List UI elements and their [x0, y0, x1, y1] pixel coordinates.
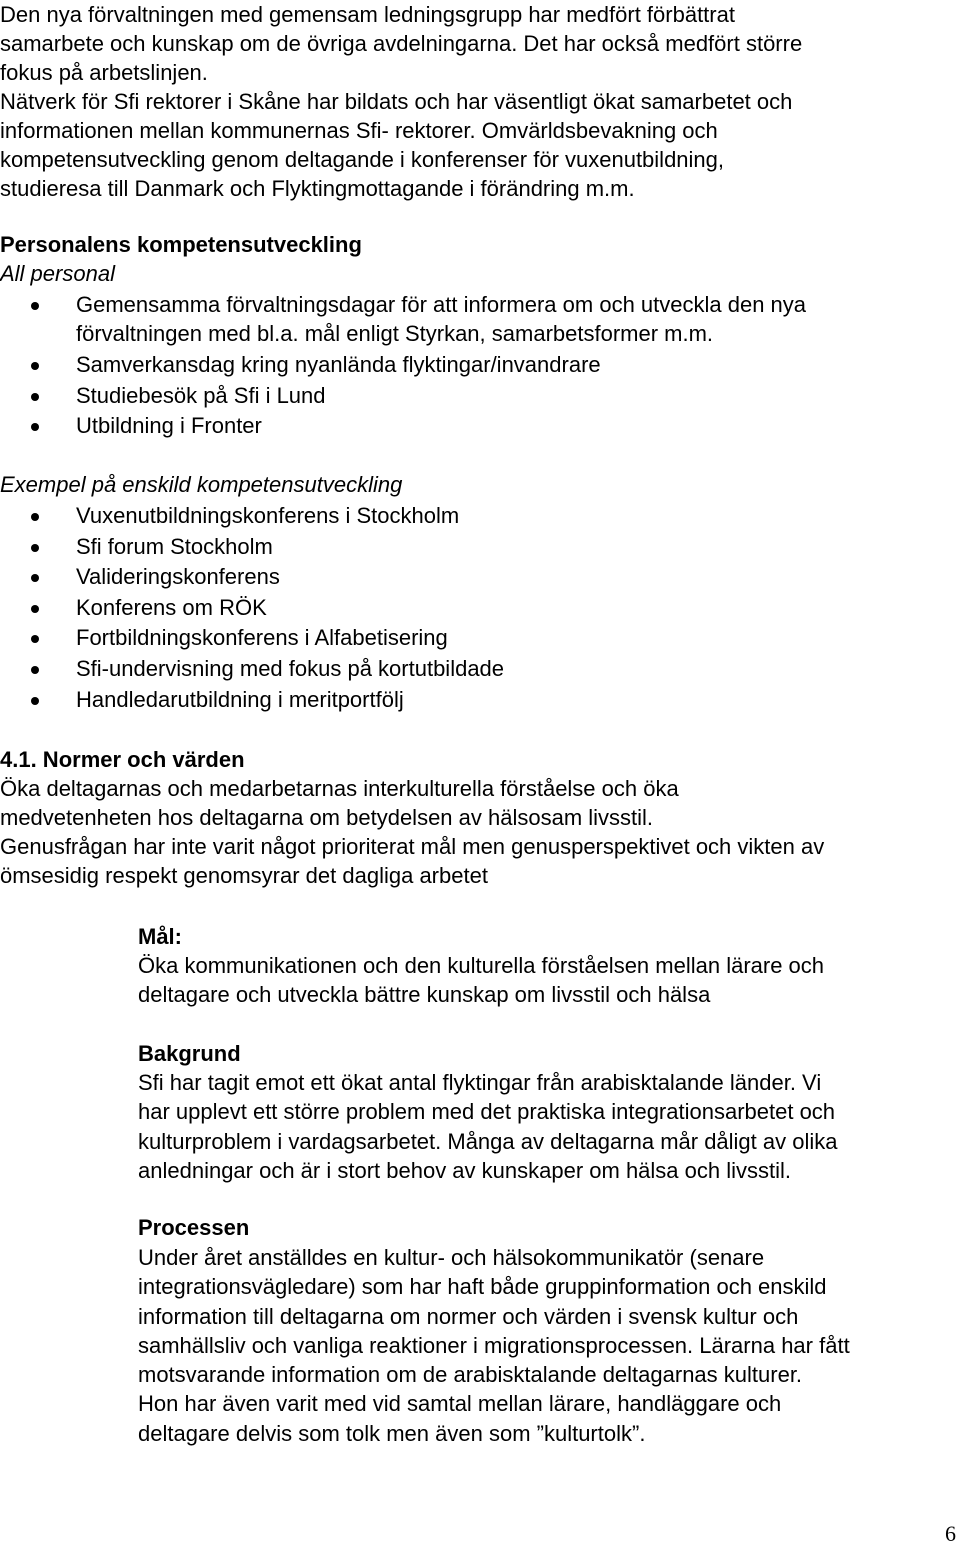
- list-item: [0, 290, 958, 348]
- list-item: Handledarutbildning i meritportfölj: [0, 685, 958, 716]
- goal-heading: Mål:: [138, 924, 182, 949]
- intro-line: studieresa till Danmark och Flyktingmottagande i förändring m.m.: [0, 176, 635, 201]
- process-line: samhällsliv och vanliga reaktioner i migrationsprocessen. Lärarna har fått: [138, 1332, 850, 1358]
- norms-heading: 4.1. Normer och värden: [0, 747, 245, 772]
- intro-line: informationen mellan kommunernas Sfi- rektorer. Omvärldsbevakning och: [0, 118, 718, 143]
- list-item: Utbildning i Fronter: [0, 411, 958, 442]
- goal-line: Öka kommunikationen och den kulturella förståelsen mellan lärare och: [138, 953, 825, 978]
- norms-line: Öka deltagarnas och medarbetarnas interkulturella förståelse och öka: [0, 776, 679, 801]
- page-number: 6: [945, 1521, 956, 1546]
- process-line: Under året anställdes en kultur- och hälsokommunikatör (senare: [138, 1245, 765, 1270]
- list-item-text-continued: förvaltningen med bl.a. mål enligt Styrkan, samarbetsformer m.m.: [76, 321, 714, 346]
- process-line: motsvarande information om de arabisktalande deltagarnas kulturer.: [138, 1362, 803, 1388]
- process-line: Hon har även varit med vid samtal mellan lärare, handläggare och: [138, 1391, 782, 1417]
- list-item-text: Gemensamma förvaltningsdagar för att informera om och utveckla den nya: [76, 292, 807, 317]
- intro-line: Nätverk för Sfi rektorer i Skåne har bildats och har väsentligt ökat samarbetet och: [0, 89, 793, 114]
- all-staff-label: All personal: [0, 261, 115, 286]
- all-staff-list-continued: [0, 350, 958, 442]
- process-line: integrationsvägledare) som har haft både gruppinformation och enskild: [138, 1274, 827, 1300]
- norms-line: medvetenheten hos deltagarna om betydelsen av hälsosam livsstil.: [0, 805, 654, 830]
- personal-competence-heading: Personalens kompetensutveckling: [0, 232, 362, 257]
- norms-line: ömsesidig respekt genomsyrar det dagliga arbetet: [0, 863, 488, 888]
- intro-line: samarbete och kunskap om de övriga avdelningarna. Det har också medfört större: [0, 31, 803, 56]
- list-item: Sfi forum Stockholm: [0, 532, 958, 563]
- all-staff-list: [0, 290, 958, 348]
- individual-competence-label: Exempel på enskild kompetensutveckling: [0, 472, 403, 497]
- process-line: information till deltagarna om normer och värden i svensk kultur och: [138, 1303, 799, 1329]
- intro-line: kompetensutveckling genom deltagande i konferenser för vuxenutbildning,: [0, 147, 725, 172]
- intro-paragraph: [0, 0, 958, 203]
- intro-line: fokus på arbetslinjen.: [0, 60, 208, 85]
- list-item: Studiebesök på Sfi i Lund: [0, 381, 958, 412]
- norms-line: Genusfrågan har inte varit något prioriterat mål men genusperspektivet och vikten av: [0, 834, 825, 859]
- intro-line: Den nya förvaltningen med gemensam ledningsgrupp har medfört förbättrat: [0, 2, 735, 27]
- list-item: Fortbildningskonferens i Alfabetisering: [0, 623, 958, 654]
- background-heading: Bakgrund: [138, 1041, 241, 1066]
- process-heading: Processen: [138, 1215, 250, 1240]
- list-item: Samverkansdag kring nyanlända flyktingar/invandrare: [0, 350, 958, 381]
- list-item: Sfi-undervisning med fokus på kortutbildade: [0, 654, 958, 685]
- background-line: kulturproblem i vardagsarbetet. Många av deltagarna mår dåligt av olika: [138, 1128, 838, 1154]
- norms-paragraph: [0, 774, 958, 890]
- background-line: anledningar och är i stort behov av kunskaper om hälsa och livsstil.: [138, 1157, 792, 1183]
- background-line: Sfi har tagit emot ett ökat antal flyktingar från arabisktalande länder. Vi: [138, 1070, 822, 1095]
- goal-paragraph: [138, 951, 958, 1010]
- process-line: deltagare delvis som tolk men även som ”kulturtolk”.: [138, 1420, 646, 1446]
- list-item: Vuxenutbildningskonferens i Stockholm: [0, 501, 958, 532]
- background-paragraph: [138, 1068, 958, 1185]
- process-paragraph: [138, 1243, 958, 1448]
- list-item: Valideringskonferens: [0, 562, 958, 593]
- background-line: har upplevt ett större problem med det praktiska integrationsarbetet och: [138, 1099, 836, 1125]
- individual-competence-list: [0, 501, 958, 715]
- list-item: Konferens om RÖK: [0, 593, 958, 624]
- goal-line: deltagare och utveckla bättre kunskap om livsstil och hälsa: [138, 982, 711, 1008]
